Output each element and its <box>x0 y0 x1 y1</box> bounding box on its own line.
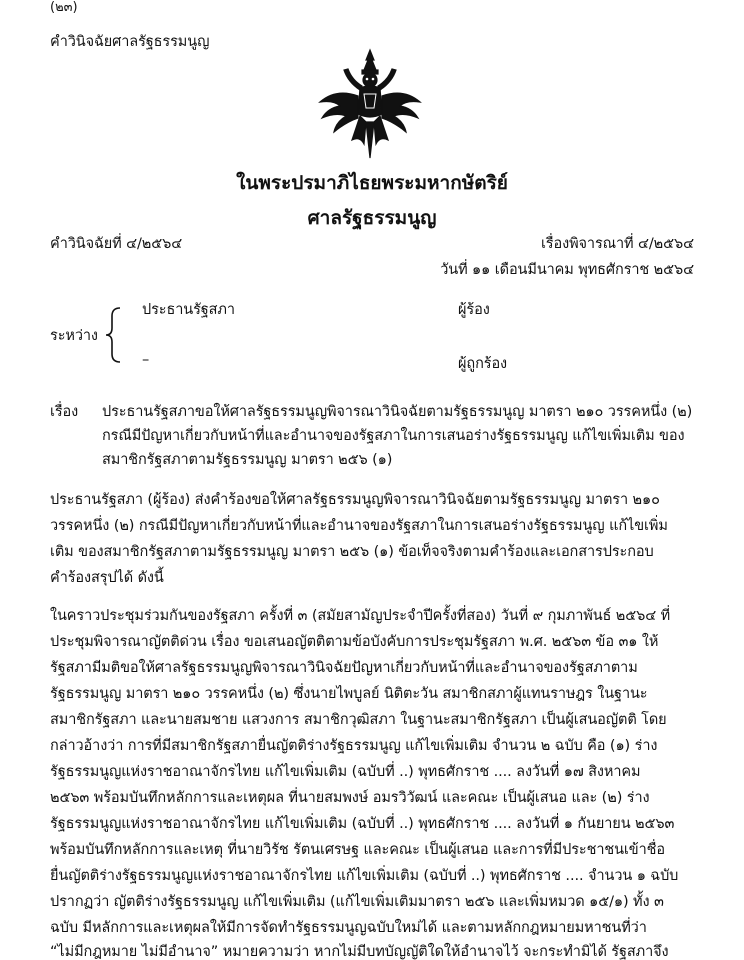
paragraph-line: ฉบับ มีหลักการและเหตุผลให้มีการจัดทำรัฐธรรมนูญฉบับใหม่ได้ และตามหลักกฎหมายมหาชนที่ว่า <box>50 920 647 936</box>
party-petitioner-role: ผู้ร้อง <box>458 302 490 318</box>
paragraph-line: ยื่นญัตติร่างรัฐธรรมนูญแห่งราชอาณาจักรไทย แก้ไขเพิ่มเติม (ฉบับที่ ..) พุทธศักราช .... จำนวน ๑ ฉบับ <box>50 868 679 884</box>
paragraph-line: ปรากฏว่า ญัตติร่างรัฐธรรมนูญ แก้ไขเพิ่มเติม (แก้ไขเพิ่มเติมมาตรา ๒๕๖ และเพิ่มหมวด ๑๕/๑) ทั้ง ๓ <box>50 894 664 910</box>
paragraph-line: รัฐธรรมนูญ มาตรา ๒๑๐ วรรคหนึ่ง (๒) ซึ่งนายไพบูลย์ นิติตะวัน สมาชิกสภาผู้แทนราษฎร ในฐานะ <box>50 686 648 702</box>
document-type-label: คำวินิจฉัยศาลรัฐธรรมนูญ <box>50 34 210 50</box>
ruling-number: คำวินิจฉัยที่ ๔/๒๕๖๔ <box>50 236 183 252</box>
between-label: ระหว่าง <box>50 328 98 344</box>
paragraph-line: รัฐธรรมนูญแห่งราชอาณาจักรไทย แก้ไขเพิ่มเติม (ฉบับที่ ..) พุทธศักราช .... ลงวันที่ ๑ กันยายน ๒๕๖๓ <box>50 816 675 832</box>
paragraph-line: สมาชิกรัฐสภา และนายสมชาย แสวงการ สมาชิกวุฒิสภา ในฐานะสมาชิกรัฐสภา เป็นผู้เสนอญัตติ โดย <box>50 712 667 728</box>
case-number: เรื่องพิจารณาที่ ๔/๒๕๖๔ <box>540 236 694 252</box>
party-petitioner: ประธานรัฐสภา <box>142 302 235 318</box>
subject-label: เรื่อง <box>50 404 79 420</box>
subject-line: ประธานรัฐสภาขอให้ศาลรัฐธรรมนูญพิจารณาวินิจฉัยตามรัฐธรรมนูญ มาตรา ๒๑๐ วรรคหนึ่ง (๒) <box>102 404 693 420</box>
heading-court-name: ศาลรัฐธรรมนูญ <box>307 207 437 229</box>
paragraph-line: ในคราวประชุมร่วมกันของรัฐสภา ครั้งที่ ๓ (สมัยสามัญประจำปีครั้งที่สอง) วันที่ ๙ กุมภาพันธ์ ๒๕๖๔ ที่ <box>50 608 671 624</box>
curly-brace-icon <box>104 306 124 364</box>
heading-royal-line: ในพระปรมาภิไธยพระมหากษัตริย์ <box>236 172 508 194</box>
paragraph-line: ๒๕๖๓ พร้อมบันทึกหลักการและเหตุผล ที่นายสมพงษ์ อมรวิวัฒน์ และคณะ เป็นผู้เสนอ และ (๒) ร่าง <box>50 790 650 806</box>
paragraph-line: กล่าวอ้างว่า การที่มีสมาชิกรัฐสภายื่นญัตติร่างรัฐธรรมนูญ แก้ไขเพิ่มเติม จำนวน ๒ ฉบับ คือ (๑) ร่าง <box>50 738 658 754</box>
page-number: (๒๓) <box>50 0 78 15</box>
ruling-date: วันที่ ๑๑ เดือนมีนาคม พุทธศักราช ๒๕๖๔ <box>440 262 694 278</box>
paragraph-line: เติม ของสมาชิกรัฐสภาตามรัฐธรรมนูญ มาตรา ๒๕๖ (๑) ข้อเท็จจริงตามคำร้องและเอกสารประกอบ <box>50 544 654 560</box>
party-respondent-role: ผู้ถูกร้อง <box>458 356 508 372</box>
subject-line: กรณีมีปัญหาเกี่ยวกับหน้าที่และอำนาจของรัฐสภาในการเสนอร่างรัฐธรรมนูญ แก้ไขเพิ่มเติม ของ <box>102 428 685 444</box>
paragraph-line: พร้อมบันทึกหลักการและเหตุ ที่นายวิรัช รัตนเศรษฐ และคณะ เป็นผู้เสนอ และการที่มีประชาชนเข้าชื่อ <box>50 842 665 858</box>
paragraph-line: วรรคหนึ่ง (๒) กรณีมีปัญหาเกี่ยวกับหน้าที่และอำนาจของรัฐสภาในการเสนอร่างรัฐธรรมนูญ แก้ไขเพิ่ม <box>50 518 668 534</box>
garuda-emblem-icon <box>316 48 424 160</box>
paragraph-line: รัฐสภามีมติขอให้ศาลรัฐธรรมนูญพิจารณาวินิจฉัยปัญหาเกี่ยวกับหน้าที่และอำนาจของรัฐสภาตาม <box>50 660 638 676</box>
paragraph-line: ประชุมพิจารณาญัตติด่วน เรื่อง ขอเสนอญัตติตามข้อบังคับการประชุมรัฐสภา พ.ศ. ๒๕๖๓ ข้อ ๓๑ ให้ <box>50 634 659 650</box>
paragraph-line: รัฐธรรมนูญแห่งราชอาณาจักรไทย แก้ไขเพิ่มเติม (ฉบับที่ ..) พุทธศักราช .... ลงวันที่ ๑๗ สิงหาคม <box>50 764 641 780</box>
subject-line: สมาชิกรัฐสภาตามรัฐธรรมนูญ มาตรา ๒๕๖ (๑) <box>102 452 393 468</box>
party-respondent: – <box>142 352 150 368</box>
paragraph-line: “ไม่มีกฎหมาย ไม่มีอำนาจ” หมายความว่า หากไม่มีบทบัญญัติใดให้อำนาจไว้ จะกระทำมิได้ รัฐสภาจึง <box>50 944 669 960</box>
paragraph-line: ประธานรัฐสภา (ผู้ร้อง) ส่งคำร้องขอให้ศาลรัฐธรรมนูญพิจารณาวินิจฉัยตามรัฐธรรมนูญ มาตรา ๒๑๐ <box>50 492 660 508</box>
paragraph-line: คำร้องสรุปได้ ดังนี้ <box>50 570 164 586</box>
